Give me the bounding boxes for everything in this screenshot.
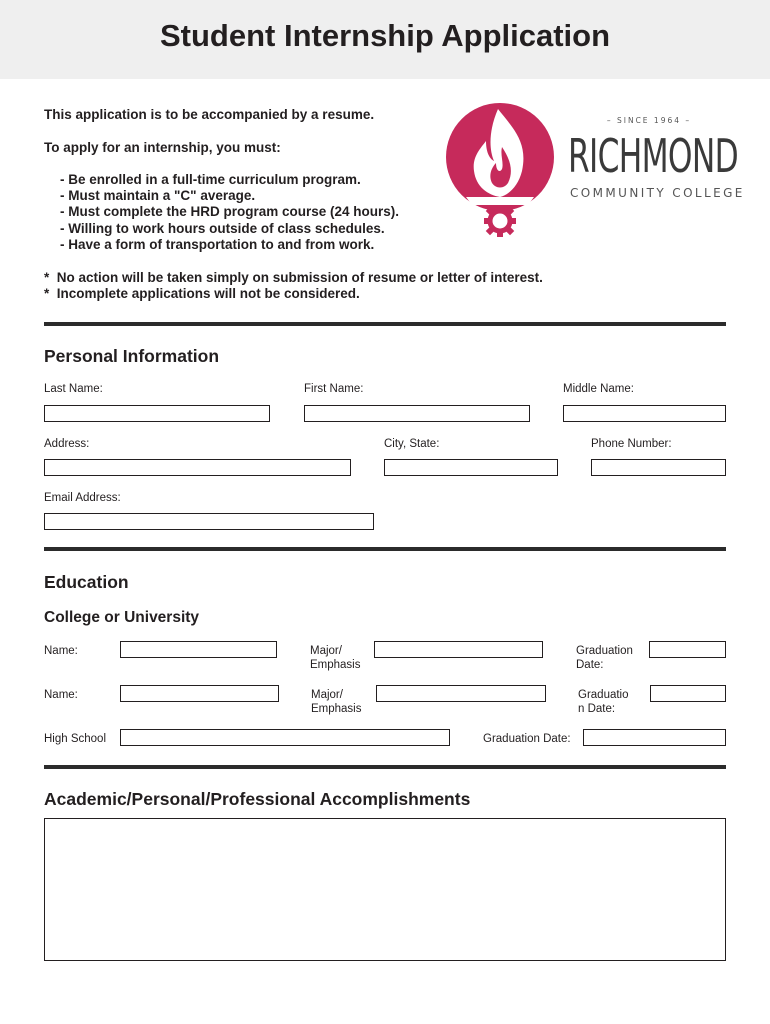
college-name-field[interactable] [120, 641, 277, 658]
requirement-item: - Must complete the HRD program course (24 hours). [60, 204, 400, 220]
high-school-label: High School [44, 733, 107, 745]
requirement-item: - Be enrolled in a full-time curriculum program. [60, 172, 361, 187]
accomplishments-heading: Academic/Personal/Professional Accomplishments [44, 789, 471, 809]
graduation-date-label: Graduation Date: [576, 645, 633, 671]
major-field[interactable] [374, 641, 543, 658]
phone-field[interactable] [591, 459, 726, 476]
last-name-field[interactable] [44, 405, 270, 422]
middle-name-label: Middle Name: [563, 383, 634, 395]
requirement-item: - Willing to work hours outside of class schedules. [60, 220, 385, 236]
college-name-label: Name: [44, 645, 78, 657]
hs-graduation-date-label: Graduation Date: [483, 733, 571, 745]
middle-name-field[interactable] [563, 405, 726, 422]
logo-name: RICHMOND [568, 129, 738, 183]
requirement-item: - Have a form of transportation to and from work. [60, 236, 375, 252]
first-name-label: First Name: [304, 383, 364, 395]
address-label: Address: [44, 438, 90, 450]
resume-note: This application is to be accompanied by a resume. [44, 107, 375, 122]
email-field[interactable] [44, 513, 374, 530]
city-state-label: City, State: [384, 438, 440, 450]
phone-label: Phone Number: [591, 438, 672, 450]
requirement-item: - Must maintain a "C" average. [60, 188, 256, 204]
accomplishments-textarea[interactable] [44, 818, 726, 961]
major-label: Major/ Emphasis [311, 689, 362, 715]
logo-since: – SINCE 1964 – [606, 116, 692, 125]
college-logo-icon [444, 103, 556, 239]
section-divider [44, 547, 726, 551]
graduation-date-field[interactable] [649, 641, 726, 658]
page-title: Student Internship Application [159, 18, 611, 53]
first-name-field[interactable] [304, 405, 530, 422]
last-name-label: Last Name: [44, 383, 103, 395]
major-label: Major/ Emphasis [310, 645, 361, 671]
logo-subtitle: COMMUNITY COLLEGE [570, 186, 745, 200]
note-item: * Incomplete applications will not be considered. [44, 286, 360, 302]
major-field[interactable] [376, 685, 546, 702]
education-heading: Education [44, 572, 129, 592]
personal-info-heading: Personal Information [44, 346, 220, 366]
section-divider [44, 322, 726, 326]
college-name-field[interactable] [120, 685, 279, 702]
section-divider [44, 765, 726, 769]
graduation-date-label: Graduatio n Date: [578, 689, 629, 715]
note-item: * No action will be taken simply on submission of resume or letter of interest. [44, 270, 543, 285]
notes-list [44, 270, 543, 302]
email-label: Email Address: [44, 492, 121, 504]
high-school-field[interactable] [120, 729, 450, 746]
address-field[interactable] [44, 459, 351, 476]
apply-heading: To apply for an internship, you must: [44, 140, 281, 155]
graduation-date-field[interactable] [650, 685, 726, 702]
college-subheading: College or University [44, 609, 200, 626]
requirements-list [60, 172, 399, 253]
city-state-field[interactable] [384, 459, 558, 476]
hs-graduation-date-field[interactable] [583, 729, 726, 746]
college-name-label: Name: [44, 689, 78, 701]
